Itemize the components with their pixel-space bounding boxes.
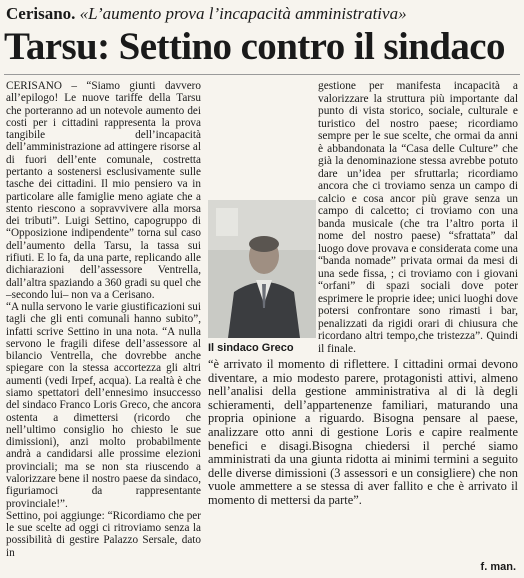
photo-block — [208, 200, 316, 358]
kicker — [6, 4, 518, 24]
portrait-image — [208, 200, 316, 338]
headline-divider — [4, 74, 520, 75]
photo-caption: Il sindaco Greco — [208, 342, 294, 354]
article-column-2 — [318, 80, 518, 355]
paragraph-column-2: gestione per manifesta incapacità a valorizzare la struttura più importante dal punto di vista storico, sociale, culturale e turistico del nostro paese; ricordiamo sempre per le sue scelte, che ormai da anni è abbandonata la “Casa delle Culture” che già la denominazione stessa avrebbe potuto dare un’idea per sfruttarla; ricordiamo ancora che ci troviamo senza un campo di calcio e cosa ancor più grave senza un campo di calcetto; ci troviamo con una banda musicale (che tra l’altro porta il nome del nostro paese) “sfrattata” dal luogo dove provava e considerata come una “banda nomade” privata ormai da mesi di una sede fissa, ; ci troviamo con i giovani “orfani” di spazi sociali dove poter esprimere le proprie idee; unici luoghi dove potersi confrontare sono rimasti i bar, penalizzati da rigidi orari di chiusura che ricordano altri tempo,che tristezza”. Quindi il finale. — [318, 80, 518, 355]
kicker-place: Cerisano. — [6, 4, 76, 23]
headline: Tarsu: Settino contro il sindaco — [4, 25, 505, 68]
paragraph-closing: “è arrivato il momento di riflettere. I cittadini ormai devono diventare, a mio modesto parere, protagonisti attivi, almeno nell’analisi della gestione amministrativa al di là degli schieramenti, dell’appartenenze familiari, maturando una propria opinione a riguardo. Bisogna pensare al paese, analizzare otto anni di gestione Loris e capire realmente benefici e disagi.Bisogna chiedersi il perché siamo amministrati da una giunta ridotta ai minimi termini a seguito delle diverse dimissioni (3 assessori e un consigliere) che non vuole ammettere a se stessa di aver fallito e che è arrivato il momento di mettersi da parte”. — [208, 357, 518, 507]
paragraph-continuation: Settino, poi aggiunge: “Ricordiamo che per le sue scelte ad oggi ci ritroviamo senza la possibilità di gestire Palazzo Sersale, dato in — [6, 509, 201, 559]
kicker-quote: «L’aumento prova l’incapacità amministrativa» — [79, 4, 407, 23]
paragraph-intro: CERISANO – “Siamo giunti davvero all’epilogo! Le nuove tariffe della Tarsu che porteranno ad un notevole aumento dei costi per i cittadini rappresenta la prova tangibile dell’incapacità dell’amministrazione ad attingere risorse al di fuori dell’ente comunale, costretta pertanto a sostenersi esclusivamente sulle tasche dei cittadini. Il mio pensiero va in particolare alle famiglie meno agiate che a stento riescono a sopravvivere alla morsa dei tributi”. Luigi Settino, capogruppo di “Opposizione indipendente” torna sul caso dell’aumento della Tarsu, la tassa sui rifiuti. E lo fa, da una parte, replicando alle dichiarazioni dell’assessore Ventrella, dall’altra spaziando a 360 gradi su quel che –secondo lui– non va a Cerisano. — [6, 80, 201, 301]
article-column-1 — [6, 80, 201, 559]
paragraph-statement: “A nulla servono le varie giustificazioni sui tagli che gli enti comunali hanno subito”, infatti scrive Settino in una nota. “A nulla servono le fragili difese dell’assessore al bilancio Ventrella, che dovrebbe anche spiegare con la stessa accortezza gli altri aumenti (vedi Irpef, acqua). La realtà è che siamo spettatori dell’ennesimo insuccesso del sindaco Franco Loris Greco, che ancora ostenta a dimettersi (ricordo che nell’ultimo consiglio ho chiesto le sue dimissioni), anzi molto probabilmente andrà a candidarsi alle prossime elezioni provinciali; ma se non sta riuscendo a valorizzare bene il nostro paese da sindaco, figuriamoci da rappresentante provinciale!”. — [6, 301, 201, 510]
article-closing-block — [208, 358, 518, 508]
author-signature: f. man. — [480, 561, 516, 573]
mayor-photo — [208, 200, 316, 338]
